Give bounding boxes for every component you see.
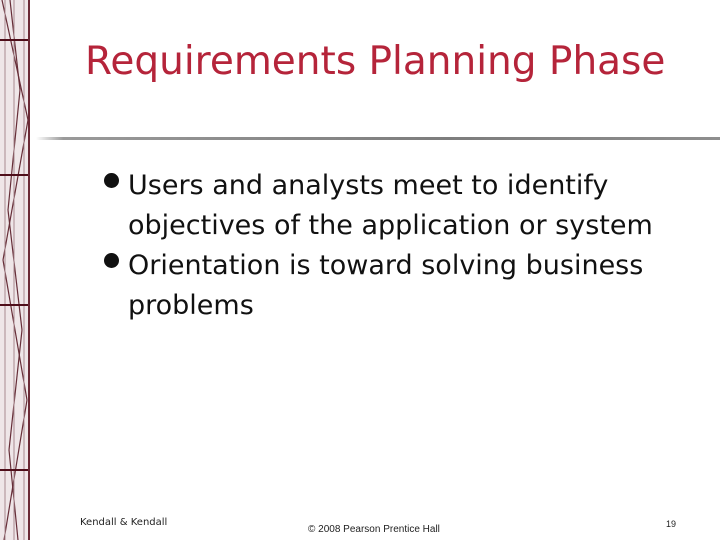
bullet-text: Users and analysts meet to identify objectives of the application or system (128, 170, 653, 241)
slide-title: Requirements Planning Phase (85, 39, 666, 84)
bullet-dot-icon (104, 253, 119, 268)
bullet-item (103, 166, 688, 246)
bullet-text: Orientation is toward solving business problems (128, 250, 644, 321)
bullet-list (103, 166, 688, 326)
bullet-dot-icon (104, 173, 119, 188)
slide-number: 19 (665, 519, 676, 529)
title-divider (36, 137, 720, 140)
bullet-item (103, 246, 688, 326)
footer-copyright: © 2008 Pearson Prentice Hall (308, 524, 440, 535)
decorative-side-stripe (0, 0, 30, 540)
stripe-pattern-graphic (0, 0, 30, 540)
footer-author: Kendall & Kendall (80, 517, 168, 528)
